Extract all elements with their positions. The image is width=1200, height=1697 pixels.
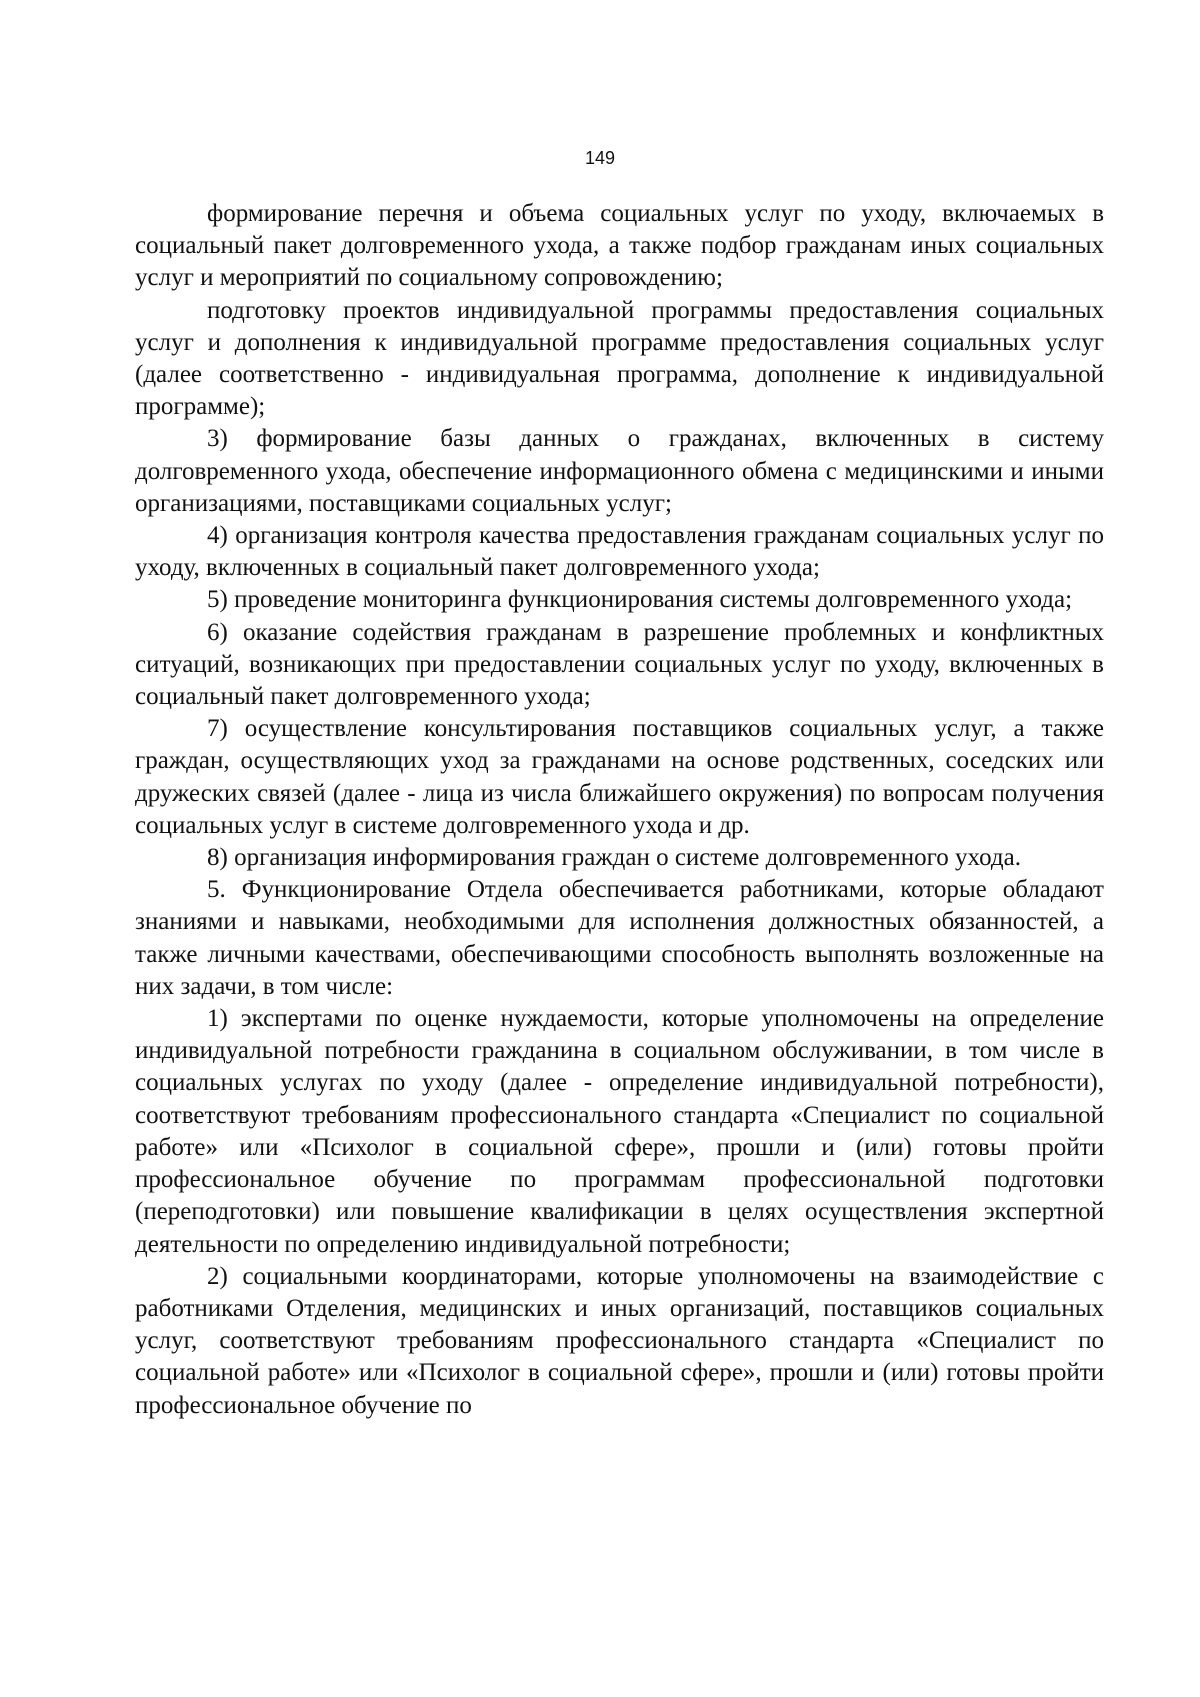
page-number: 149 (584, 148, 616, 168)
paragraph: 4) организация контроля качества предоставления гражданам социальных услуг по уходу, включенных в социальный пакет долговременного ухода; (135, 522, 1104, 582)
paragraph: 6) оказание содействия гражданам в разрешение проблемных и конфликтных ситуаций, возникающих при предоставлении социальных услуг по уходу, включенных в социальный пакет долговременного ухода; (135, 618, 1104, 711)
paragraph: 5) проведение мониторинга функционирования системы долговременного ухода; (207, 586, 1073, 614)
paragraph: 8) организация информирования граждан о системе долговременного ухода. (207, 844, 1021, 872)
paragraph: формирование перечня и объема социальных услуг по уходу, включаемых в социальный пакет долговременного ухода, а также подбор гражданам иных социальных услуг и мероприятий по социальному сопровождению; (135, 200, 1104, 292)
paragraph: 1) экспертами по оценке нуждаемости, которые уполномочены на определение индивидуальной потребности гражданина в социальном обслуживании, в том числе в социальных услугах по уходу (далее - определение индивидуальной потребности), соответствуют требованиям профессионального стандарта «Специалист по социальной работе» или «Психолог в социальной сфере», прошли и (или) готовы пройти профессиональное обучение по программам профессиональной подготовки (переподготовки) или повышение квалификации в целях осуществления экспертной деятельности по определению индивидуальной потребности; (135, 1005, 1104, 1258)
paragraph: 7) осуществление консультирования поставщиков социальных услуг, а также граждан, осуществляющих уход за гражданами на основе родственных, соседских или дружеских связей (далее - лица из числа ближайшего окружения) по вопросам получения социальных услуг в системе долговременного ухода и др. (135, 715, 1104, 839)
paragraph: 2) социальными координаторами, которые уполномочены на взаимодействие с работниками Отделения, медицинских и иных организаций, поставщиков социальных услуг, соответствуют требованиям профессионального стандарта «Специалист по социальной работе» или «Психолог в социальной сфере», прошли и (или) готовы пройти профессиональное обучение по (135, 1262, 1104, 1419)
paragraph: 3) формирование базы данных о гражданах, включенных в систему долговременного ухода, обеспечение информационного обмена с медицинскими и иными организациями, поставщиками социальных услуг; (135, 425, 1104, 517)
paragraph: 5. Функционирование Отдела обеспечивается работниками, которые обладают знаниями и навыками, необходимыми для исполнения должностных обязанностей, а также личными качествами, обеспечивающими способность выполнять возложенные на них задачи, в том числе: (135, 876, 1104, 1000)
paragraph: подготовку проектов индивидуальной программы предоставления социальных услуг и дополнения к индивидуальной программе предоставления социальных услуг (далее соответственно - индивидуальная программа, дополнение к индивидуальной программе); (135, 296, 1104, 421)
document-body (135, 198, 1104, 1422)
